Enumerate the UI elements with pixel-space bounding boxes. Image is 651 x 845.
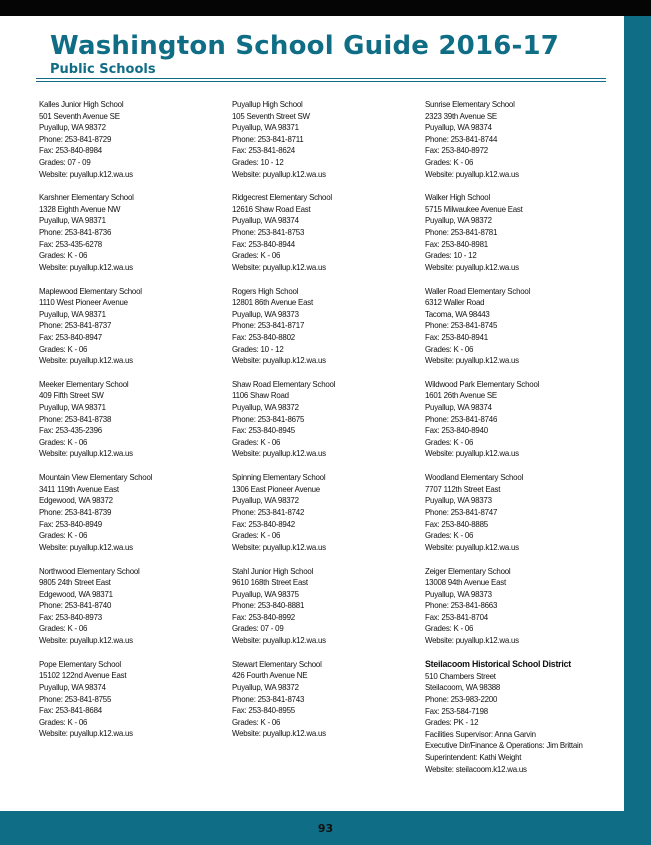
district-entry — [425, 658, 600, 775]
school-grades: Grades: K - 06 — [39, 716, 88, 727]
school-city: Puyallup, WA 98374 — [425, 122, 492, 133]
school-address: 1601 26th Avenue SE — [425, 390, 497, 401]
school-entry — [425, 286, 600, 367]
school-entry — [39, 286, 214, 367]
school-city: Puyallup, WA 98372 — [39, 122, 106, 133]
school-website: Website: puyallup.k12.wa.us — [39, 355, 133, 366]
school-website: Website: puyallup.k12.wa.us — [232, 168, 326, 179]
school-website: Website: puyallup.k12.wa.us — [425, 168, 519, 179]
school-fax: Fax: 253-840-8955 — [232, 705, 295, 716]
district-line: Phone: 253-983-2200 — [425, 693, 498, 704]
school-phone: Phone: 253-841-8663 — [425, 600, 498, 611]
school-website: Website: puyallup.k12.wa.us — [39, 728, 133, 739]
school-phone: Phone: 253-841-8781 — [425, 227, 498, 238]
school-fax: Fax: 253-841-8704 — [425, 611, 488, 622]
school-address: 1328 Eighth Avenue NW — [39, 203, 121, 214]
school-address: 2323 39th Avenue SE — [425, 110, 497, 121]
school-grades: Grades: K - 06 — [39, 530, 88, 541]
school-address: 9610 168th Street East — [232, 577, 308, 588]
school-website: Website: puyallup.k12.wa.us — [425, 261, 519, 272]
school-fax: Fax: 253-841-8684 — [39, 705, 102, 716]
school-address: 1110 West Pioneer Avenue — [39, 297, 128, 308]
header-rule-top — [36, 78, 606, 79]
school-address: 3411 119th Avenue East — [39, 483, 119, 494]
school-city: Puyallup, WA 98373 — [232, 308, 299, 319]
school-website: Website: puyallup.k12.wa.us — [425, 541, 519, 552]
school-phone: Phone: 253-841-8737 — [39, 320, 112, 331]
page-subtitle: Public Schools — [50, 62, 156, 77]
school-fax: Fax: 253-840-8942 — [232, 518, 295, 529]
school-city: Puyallup, WA 98374 — [425, 402, 492, 413]
school-grades: Grades: K - 06 — [425, 436, 474, 447]
school-city: Puyallup, WA 98371 — [39, 402, 106, 413]
district-line: Grades: PK - 12 — [425, 717, 479, 728]
school-fax: Fax: 253-840-8944 — [232, 238, 295, 249]
school-grades: Grades: K - 06 — [232, 250, 281, 261]
school-fax: Fax: 253-840-8992 — [232, 611, 295, 622]
school-website: Website: puyallup.k12.wa.us — [425, 448, 519, 459]
school-address: 7707 112th Street East — [425, 483, 501, 494]
school-name: Waller Road Elementary School — [425, 285, 531, 296]
side-stripe — [624, 16, 651, 828]
school-fax: Fax: 253-840-8981 — [425, 238, 488, 249]
school-name: Sunrise Elementary School — [425, 99, 515, 109]
school-entry — [425, 379, 600, 460]
school-entry — [39, 379, 214, 460]
school-city: Puyallup, WA 98374 — [39, 681, 106, 692]
school-address: 5715 Milwaukee Avenue East — [425, 203, 523, 214]
district-line: 510 Chambers Street — [425, 670, 496, 681]
school-city: Puyallup, WA 98374 — [232, 215, 299, 226]
school-website: Website: puyallup.k12.wa.us — [39, 168, 133, 179]
school-grades: Grades: K - 06 — [425, 343, 474, 354]
school-address: 1306 East Pioneer Avenue — [232, 483, 320, 494]
school-entry — [39, 659, 214, 740]
district-title: Steilacoom Historical School District — [425, 658, 571, 670]
school-name: Ridgecrest Elementary School — [232, 192, 332, 203]
school-phone: Phone: 253-841-8744 — [425, 133, 498, 144]
school-grades: Grades: 07 - 09 — [232, 623, 284, 634]
school-fax: Fax: 253-840-8973 — [39, 611, 102, 622]
school-name: Woodland Elementary School — [425, 472, 524, 483]
school-website: Website: puyallup.k12.wa.us — [425, 635, 519, 646]
school-grades: Grades: K - 06 — [39, 623, 88, 634]
school-name: Pope Elementary School — [39, 658, 121, 669]
school-grades: Grades: K - 06 — [425, 156, 474, 167]
school-website: Website: puyallup.k12.wa.us — [425, 355, 519, 366]
school-name: Maplewood Elementary School — [39, 285, 142, 296]
header-rule-bottom — [36, 81, 606, 82]
school-name: Zeiger Elementary School — [425, 565, 511, 576]
school-phone: Phone: 253-841-8675 — [232, 413, 305, 424]
district-line: Superintendent: Kathi Weight — [425, 751, 522, 762]
school-name: Mountain View Elementary School — [39, 472, 153, 483]
school-grades: Grades: K - 06 — [39, 250, 88, 261]
school-phone: Phone: 253-841-8736 — [39, 227, 112, 238]
school-name: Kalles Junior High School — [39, 99, 124, 109]
school-phone: Phone: 253-841-8717 — [232, 320, 305, 331]
school-name: Northwood Elementary School — [39, 565, 140, 576]
school-entry — [232, 379, 407, 460]
school-name: Stahl Junior High School — [232, 565, 314, 576]
school-city: Puyallup, WA 98372 — [232, 495, 299, 506]
school-city: Puyallup, WA 98371 — [39, 308, 106, 319]
school-entry — [232, 99, 407, 180]
school-entry — [232, 659, 407, 740]
school-entry — [232, 192, 407, 273]
school-website: Website: puyallup.k12.wa.us — [39, 635, 133, 646]
school-address: 15102 122nd Avenue East — [39, 670, 127, 681]
page-number: 93 — [317, 822, 334, 835]
school-fax: Fax: 253-840-8885 — [425, 518, 488, 529]
school-city: Puyallup, WA 98371 — [232, 122, 299, 133]
school-phone: Phone: 253-841-8729 — [39, 133, 112, 144]
school-city: Puyallup, WA 98373 — [425, 588, 492, 599]
school-phone: Phone: 253-841-8743 — [232, 693, 305, 704]
school-city: Puyallup, WA 98371 — [39, 215, 106, 226]
school-name: Walker High School — [425, 192, 491, 203]
school-address: 409 Fifth Street SW — [39, 390, 104, 401]
district-line: Facilities Supervisor: Anna Garvin — [425, 728, 536, 739]
school-fax: Fax: 253-840-8945 — [232, 425, 295, 436]
school-entry — [39, 566, 214, 647]
school-entry — [425, 192, 600, 273]
school-grades: Grades: 10 - 12 — [425, 250, 477, 261]
school-name: Spinning Elementary School — [232, 472, 326, 483]
school-fax: Fax: 253-840-8949 — [39, 518, 102, 529]
school-name: Puyallup High School — [232, 99, 303, 109]
school-grades: Grades: K - 06 — [425, 623, 474, 634]
school-address: 9805 24th Street East — [39, 577, 111, 588]
school-name: Wildwood Park Elementary School — [425, 378, 540, 389]
school-entry — [425, 472, 600, 553]
district-line: Steilacoom, WA 98388 — [425, 682, 501, 693]
school-fax: Fax: 253-841-8624 — [232, 145, 295, 156]
school-address: 426 Fourth Avenue NE — [232, 670, 308, 681]
school-grades: Grades: 07 - 09 — [39, 156, 91, 167]
school-entry — [425, 99, 600, 180]
school-entry — [39, 192, 214, 273]
school-address: 12801 86th Avenue East — [232, 297, 313, 308]
school-city: Tacoma, WA 98443 — [425, 308, 490, 319]
school-phone: Phone: 253-841-8746 — [425, 413, 498, 424]
school-entry — [425, 566, 600, 647]
school-grades: Grades: 10 - 12 — [232, 343, 284, 354]
district-line: Website: steilacoom.k12.wa.us — [425, 763, 527, 774]
school-phone: Phone: 253-841-8739 — [39, 506, 112, 517]
school-name: Meeker Elementary School — [39, 378, 129, 389]
school-phone: Phone: 253-841-8742 — [232, 506, 305, 517]
school-fax: Fax: 253-840-8940 — [425, 425, 488, 436]
school-website: Website: puyallup.k12.wa.us — [39, 541, 133, 552]
school-fax: Fax: 253-840-8984 — [39, 145, 102, 156]
school-website: Website: puyallup.k12.wa.us — [39, 261, 133, 272]
school-phone: Phone: 253-841-8747 — [425, 506, 498, 517]
school-city: Edgewood, WA 98371 — [39, 588, 113, 599]
school-address: 6312 Waller Road — [425, 297, 485, 308]
school-phone: Phone: 253-840-8881 — [232, 600, 305, 611]
school-name: Karshner Elementary School — [39, 192, 134, 203]
school-city: Edgewood, WA 98372 — [39, 495, 113, 506]
school-fax: Fax: 253-840-8972 — [425, 145, 488, 156]
top-bar — [0, 0, 651, 16]
school-phone: Phone: 253-841-8711 — [232, 133, 304, 144]
district-line: Executive Dir/Finance & Operations: Jim Brittain — [425, 740, 583, 751]
school-phone: Phone: 253-841-8755 — [39, 693, 112, 704]
school-address: 12616 Shaw Road East — [232, 203, 311, 214]
school-phone: Phone: 253-841-8753 — [232, 227, 305, 238]
school-website: Website: puyallup.k12.wa.us — [232, 448, 326, 459]
school-entry — [39, 472, 214, 553]
school-city: Puyallup, WA 98372 — [425, 215, 492, 226]
school-address: 1106 Shaw Road — [232, 390, 289, 401]
school-entry — [232, 286, 407, 367]
school-entry — [232, 472, 407, 553]
school-grades: Grades: K - 06 — [425, 530, 474, 541]
school-city: Puyallup, WA 98372 — [232, 681, 299, 692]
school-city: Puyallup, WA 98375 — [232, 588, 299, 599]
school-website: Website: puyallup.k12.wa.us — [232, 635, 326, 646]
school-grades: Grades: K - 06 — [232, 716, 281, 727]
school-phone: Phone: 253-841-8740 — [39, 600, 112, 611]
school-address: 501 Seventh Avenue SE — [39, 110, 120, 121]
page-title: Washington School Guide 2016-17 — [50, 31, 560, 61]
school-address: 13008 94th Avenue East — [425, 577, 506, 588]
school-website: Website: puyallup.k12.wa.us — [232, 728, 326, 739]
school-fax: Fax: 253-840-8941 — [425, 331, 488, 342]
school-website: Website: puyallup.k12.wa.us — [39, 448, 133, 459]
page-header — [50, 32, 610, 78]
school-address: 105 Seventh Street SW — [232, 110, 310, 121]
school-grades: Grades: K - 06 — [39, 343, 88, 354]
school-fax: Fax: 253-435-6278 — [39, 238, 102, 249]
school-name: Stewart Elementary School — [232, 658, 322, 669]
school-entry — [39, 99, 214, 180]
school-entry — [232, 566, 407, 647]
school-city: Puyallup, WA 98373 — [425, 495, 492, 506]
school-grades: Grades: K - 06 — [232, 436, 281, 447]
school-fax: Fax: 253-840-8802 — [232, 331, 295, 342]
school-name: Rogers High School — [232, 285, 299, 296]
school-phone: Phone: 253-841-8738 — [39, 413, 112, 424]
school-grades: Grades: K - 06 — [232, 530, 281, 541]
school-fax: Fax: 253-840-8947 — [39, 331, 102, 342]
school-phone: Phone: 253-841-8745 — [425, 320, 498, 331]
school-fax: Fax: 253-435-2396 — [39, 425, 102, 436]
school-city: Puyallup, WA 98372 — [232, 402, 299, 413]
school-name: Shaw Road Elementary School — [232, 378, 336, 389]
district-line: Fax: 253-584-7198 — [425, 705, 488, 716]
school-grades: Grades: 10 - 12 — [232, 156, 284, 167]
school-grades: Grades: K - 06 — [39, 436, 88, 447]
school-website: Website: puyallup.k12.wa.us — [232, 261, 326, 272]
school-website: Website: puyallup.k12.wa.us — [232, 355, 326, 366]
school-website: Website: puyallup.k12.wa.us — [232, 541, 326, 552]
